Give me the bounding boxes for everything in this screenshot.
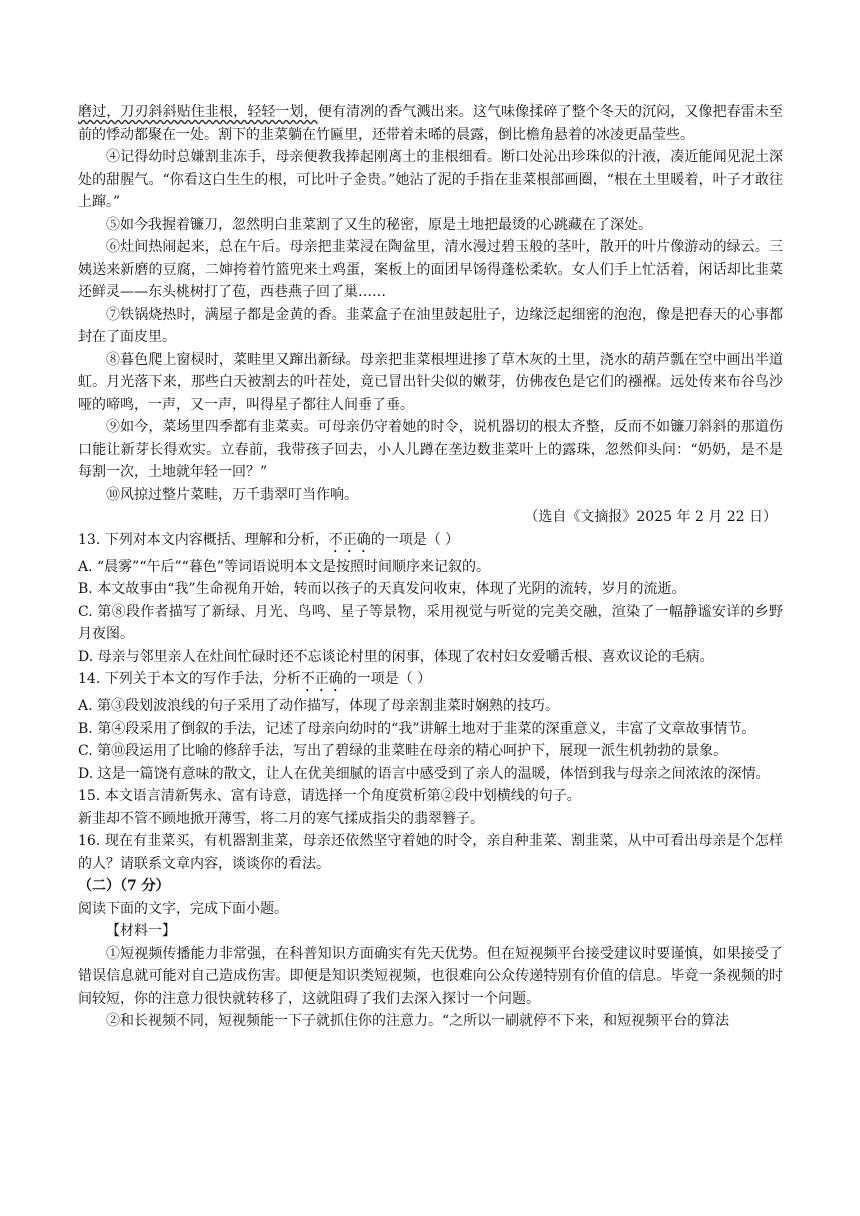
paragraph-6: ⑥灶间热闹起来，总在午后。母亲把韭菜浸在陶盆里，清水漫过碧玉般的茎叶，散开的叶片像游动的绿云。三姨送来新磨的豆腐，二婶挎着竹篮兜来土鸡蛋，案板上的面团早饧得蓬松柔软。女人们手上忙活着，闲话却比韭菜还鲜灵——东头桃树打了苞，西巷燕子回了巢…… <box>78 239 783 300</box>
material-1-label: 【材料一】 <box>106 923 176 939</box>
paragraph-10: ⑩风掠过整片菜畦，万千翡翠叮当作响。 <box>106 486 358 503</box>
q14-option-d: D. 这是一篇饶有意味的散文，让人在优美细腻的语言中感受到了亲人的温暖，体悟到我与母亲之间浓浓的深情。 <box>78 765 770 782</box>
material-1-paragraph-2: ②和长视频不同，短视频能一下子就抓住你的注意力。“之所以一刷就停不下来，和短视频平台的算法 <box>106 1013 730 1029</box>
paragraph-8: ⑧暮色爬上窗棂时，菜畦里又蹿出新绿。母亲把韭菜根埋进掺了草木灰的土里，浇水的葫芦瓢在空中画出半道虹。月光落下来，那些白天被割去的叶茬处，竟已冒出针尖似的嫩芽，仿佛夜色是它们的襁褓。远处传来布谷鸟沙哑的啼鸣，一声，又一声，叫得星子都往人间垂了垂。 <box>78 351 783 413</box>
q13-stem-text: 13. 下列对本文内容概括、理解和分析， <box>78 531 329 548</box>
q13-answer-blank: 的一项是（ ） <box>370 531 460 548</box>
q14-option-b: B. 第④段采用了倒叙的手法，记述了母亲向幼时的“我”讲解土地对于韭菜的深重意义，丰富了文章故事情节。 <box>78 720 756 737</box>
q15-quoted-sentence: 新韭却不管不顾地掀开薄雪，将二月的寒气揉成指尖的翡翠簪子。 <box>78 810 484 827</box>
q14-answer-blank: 的一项是（ ） <box>342 671 432 687</box>
q13-option-b: B. 本文故事由“我”生命视角开始，转而以孩子的天真发问收束，体现了光阴的流转，岁月的流逝。 <box>78 581 686 597</box>
paragraph-3-rest: 便有清冽的香气溅出来。这气味像揉碎了整个冬天的沉闷，又像把春雷未至前的悸动都聚在一处。割下的韭菜躺在竹匾里，还带着未晞的晨露，倒比檐角悬着的冰凌更晶莹些。 <box>78 104 783 143</box>
paragraph-5: ⑤如今我握着镰刀，忽然明白韭菜割了又生的秘密，原是土地把最烫的心跳藏在了深处。 <box>106 216 652 233</box>
section-2-instruction: 阅读下面的文字，完成下面小题。 <box>78 900 288 917</box>
source-citation: （选自《文摘报》2025 年 2 月 22 日） <box>524 509 777 525</box>
paragraph-7: ⑦铁锅烧热时，满屋子都是金黄的香。韭菜盒子在油里鼓起肚子，边缘泛起细密的泡泡，像是把春天的心事都封在了面皮里。 <box>78 306 783 345</box>
question-15-stem: 15. 本文语言清新隽永、富有诗意，请选择一个角度赏析第②段中划横线的句子。 <box>78 788 581 804</box>
q13-option-d: D. 母亲与邻里亲人在灶间忙碌时还不忘谈论村里的闲事，体现了农村妇女爱嚼舌根、喜欢议论的毛病。 <box>78 648 714 665</box>
q13-option-a: A. “晨雾”“午后”“暮色”等词语说明本文是按照时间顺序来记叙的。 <box>78 558 490 575</box>
q13-option-c: C. 第⑧段作者描写了新绿、月光、鸟鸣、星子等景物，采用视觉与听觉的完美交融，渲染了一幅静谧安详的乡野月夜图。 <box>78 603 783 642</box>
wavy-underlined-sentence: 磨过，刀刃斜斜贴住韭根，轻轻一划， <box>78 104 318 120</box>
q14-option-a: A. 第③段划波浪线的句子采用了动作描写，体现了母亲割韭菜时娴熟的技巧。 <box>78 698 560 714</box>
question-16-stem: 16. 现在有韭菜买，有机器割韭菜，母亲还依然坚守着她的时令，亲自种韭菜、割韭菜，从中可看出母亲是个怎样的人？请联系文章内容，谈谈你的看法。 <box>78 833 783 872</box>
q14-stem-text: 14. 下列关于本文的写作手法，分析 <box>78 671 301 687</box>
paragraph-3 <box>78 101 783 146</box>
material-1-paragraph-1: ①短视频传播能力非常强，在科普知识方面确实有先天优势。但在短视频平台接受建议时要谨慎，如果接受了错误信息就可能对自己造成伤害。即便是知识类短视频，也很难向公众传递特别有价值的信息。毕竟一条视频的时间较短，你的注意力很快就转移了，这就阻碍了我们去深入探讨一个问题。 <box>78 945 783 1007</box>
paragraph-4: ④记得幼时总嫌割韭冻手，母亲便教我捧起刚离土的韭根细看。断口处沁出珍珠似的汁液，凑近能闻见泥土深处的甜腥气。“你看这白生生的根，可比叶子金贵。”她沾了泥的手指在韭菜根部画圈，“根在土里暖着，叶子才敢往上蹿。” <box>78 149 783 210</box>
q13-emphasis: 不正确 <box>328 531 371 548</box>
exam-page <box>78 101 783 1033</box>
paragraph-9: ⑨如今，菜场里四季都有韭菜卖。可母亲仍守着她的时令，说机器切的根太齐整，反而不如镰刀斜斜的那道伤口能让新芽长得欢实。立春前，我带孩子回去，小人儿蹲在垄边数韭菜叶上的露珠，忽然仰头问：“奶奶，是不是每割一次，土地就年轻一回？” <box>78 419 783 480</box>
question-13-stem <box>78 529 783 556</box>
q14-emphasis: 不正确 <box>300 671 343 687</box>
question-14-stem <box>78 668 783 695</box>
section-2-heading: （二）（7 分） <box>78 878 170 894</box>
q14-option-c: C. 第⑩段运用了比喻的修辞手法，写出了碧绿的韭菜畦在母亲的精心呵护下，展现一派生机勃勃的景象。 <box>78 743 728 759</box>
